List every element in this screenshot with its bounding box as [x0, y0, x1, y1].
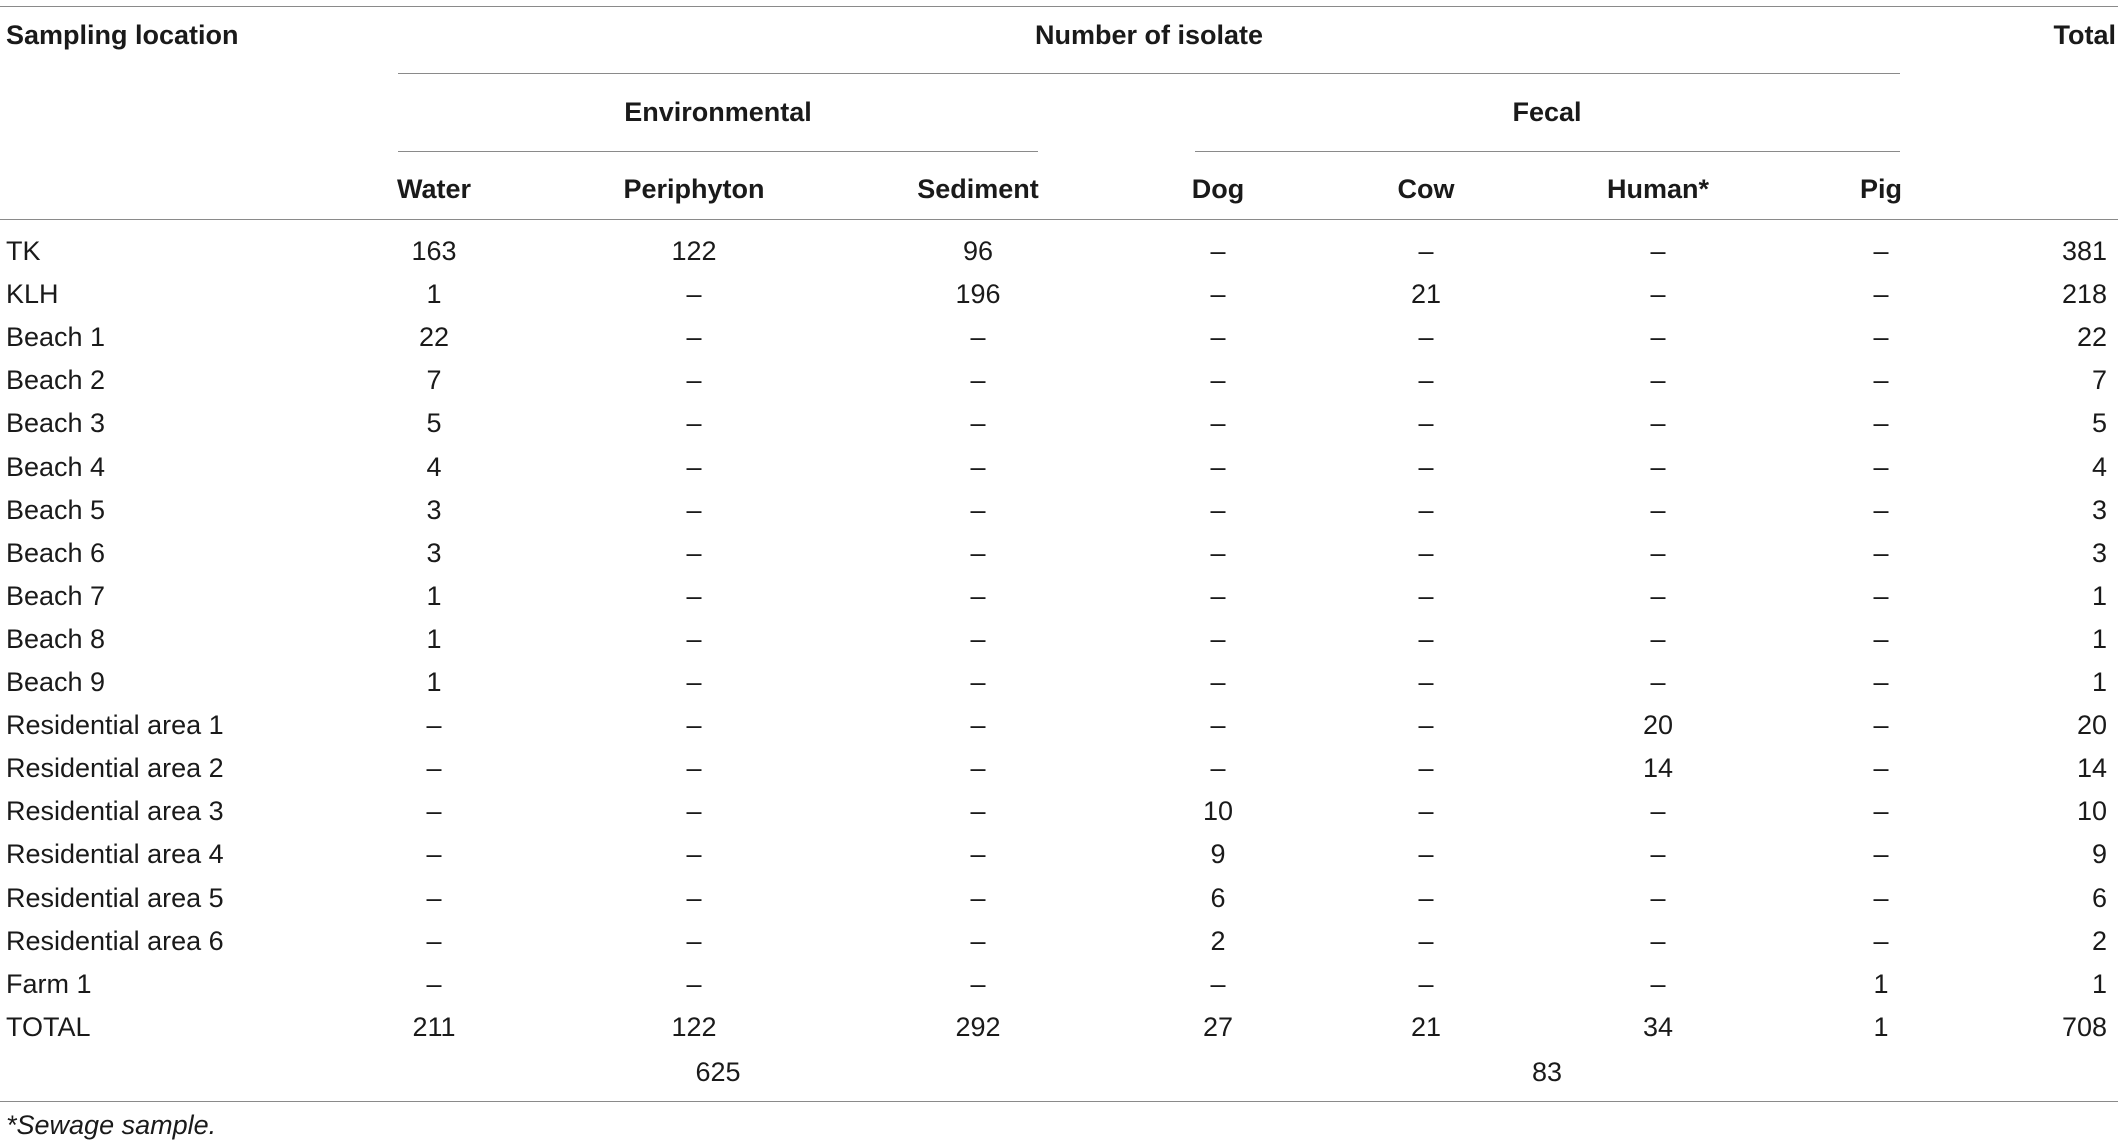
value-cell: – — [1210, 753, 1226, 784]
value-cell: – — [1418, 236, 1434, 266]
value-cell: – — [1418, 322, 1434, 353]
value-cell: – — [970, 925, 986, 956]
environmental-rule — [398, 151, 1038, 152]
value-cell: 7 — [426, 365, 442, 396]
value-cell: – — [686, 839, 702, 870]
value-cell: – — [686, 408, 702, 439]
location-cell: TK — [6, 236, 41, 266]
value-cell: – — [970, 667, 986, 697]
value-cell: – — [1210, 408, 1226, 439]
column-header: Periphyton — [623, 174, 765, 204]
value-cell: 1 — [1873, 968, 1889, 999]
value-cell: – — [1873, 667, 1889, 697]
value-cell: – — [686, 796, 702, 827]
value-cell: – — [1873, 580, 1889, 611]
value-cell: – — [686, 279, 702, 310]
value-cell: – — [1210, 279, 1226, 310]
value-cell: – — [1650, 279, 1666, 310]
sampling-location-header: Sampling location — [6, 20, 239, 50]
value-cell: – — [1873, 882, 1889, 913]
value-cell: 122 — [671, 1011, 717, 1042]
value-cell: – — [1210, 710, 1226, 741]
location-cell: Beach 6 — [6, 537, 106, 568]
value-cell: – — [970, 408, 986, 439]
value-cell: – — [970, 623, 986, 654]
total-cell: 708 — [2061, 1011, 2107, 1042]
value-cell: – — [970, 710, 986, 741]
value-cell: – — [686, 494, 702, 525]
number-of-isolate-header: Number of isolate — [1034, 20, 1264, 50]
value-cell: 196 — [955, 279, 1001, 310]
value-cell: 1 — [426, 667, 442, 697]
value-cell: – — [1650, 537, 1666, 568]
column-header: Cow — [1397, 174, 1455, 204]
total-cell: 20 — [2076, 710, 2107, 741]
value-cell: – — [1418, 968, 1434, 999]
value-cell: 21 — [1410, 1011, 1442, 1042]
value-cell: – — [1873, 451, 1889, 482]
total-cell: 1 — [2091, 580, 2107, 611]
value-cell: – — [1418, 753, 1434, 784]
value-cell: – — [1650, 322, 1666, 353]
value-cell: – — [1210, 365, 1226, 396]
value-cell: – — [1873, 365, 1889, 396]
value-cell: – — [1873, 236, 1889, 266]
location-cell: Beach 8 — [6, 623, 106, 654]
value-cell: – — [686, 667, 702, 697]
value-cell: – — [1650, 925, 1666, 956]
value-cell: – — [686, 537, 702, 568]
location-cell: Beach 4 — [6, 451, 106, 482]
value-cell: – — [1418, 408, 1434, 439]
value-cell: – — [1873, 925, 1889, 956]
value-cell: – — [686, 882, 702, 913]
total-cell: 10 — [2076, 796, 2107, 827]
value-cell: 20 — [1642, 710, 1674, 741]
total-cell: 1 — [2091, 968, 2107, 999]
value-cell: – — [1210, 322, 1226, 353]
value-cell: – — [426, 710, 442, 741]
value-cell: – — [1873, 710, 1889, 741]
value-cell: – — [970, 451, 986, 482]
value-cell: 1 — [1873, 1011, 1889, 1042]
total-cell: 6 — [2091, 882, 2107, 913]
column-header: Pig — [1859, 174, 1903, 204]
total-cell: 3 — [2091, 537, 2107, 568]
value-cell: 27 — [1202, 1011, 1234, 1042]
value-cell: – — [970, 494, 986, 525]
location-cell: Beach 3 — [6, 408, 106, 439]
total-cell: 3 — [2091, 494, 2107, 525]
location-cell: Residential area 4 — [6, 839, 224, 870]
value-cell: – — [1210, 667, 1226, 697]
location-cell: TOTAL — [6, 1011, 91, 1042]
value-cell: – — [1418, 667, 1434, 697]
total-cell: 22 — [2076, 322, 2107, 353]
bottom-rule — [0, 1101, 2118, 1102]
value-cell: – — [1418, 796, 1434, 827]
value-cell: – — [1873, 796, 1889, 827]
location-cell: KLH — [6, 279, 59, 310]
header-bottom-rule — [0, 219, 2118, 220]
value-cell: – — [970, 322, 986, 353]
total-cell: 9 — [2091, 839, 2107, 870]
value-cell: – — [1873, 623, 1889, 654]
value-cell: – — [1210, 494, 1226, 525]
value-cell: – — [1873, 537, 1889, 568]
value-cell: – — [686, 451, 702, 482]
value-cell: – — [1210, 580, 1226, 611]
value-cell: – — [686, 753, 702, 784]
value-cell: – — [426, 882, 442, 913]
location-cell: Residential area 1 — [6, 710, 224, 741]
value-cell: – — [1210, 451, 1226, 482]
value-cell: – — [1650, 408, 1666, 439]
value-cell: 3 — [426, 537, 442, 568]
total-cell: 14 — [2076, 753, 2107, 784]
value-cell: – — [1650, 796, 1666, 827]
value-cell: 1 — [426, 279, 442, 310]
value-cell: – — [1418, 580, 1434, 611]
value-cell: – — [426, 925, 442, 956]
value-cell: 22 — [418, 322, 450, 353]
value-cell: – — [426, 796, 442, 827]
location-cell: Residential area 5 — [6, 882, 224, 913]
value-cell: 122 — [671, 236, 717, 266]
value-cell: 5 — [426, 408, 442, 439]
value-cell: 34 — [1642, 1011, 1674, 1042]
value-cell: – — [1210, 968, 1226, 999]
top-rule — [0, 6, 2118, 7]
value-cell: – — [1418, 882, 1434, 913]
value-cell: – — [1418, 451, 1434, 482]
location-cell: Beach 5 — [6, 494, 106, 525]
footnote: *Sewage sample. — [6, 1110, 217, 1140]
value-cell: 21 — [1410, 279, 1442, 310]
fecal-rule — [1195, 151, 1900, 152]
value-cell: – — [1418, 623, 1434, 654]
column-header: Human* — [1606, 174, 1710, 204]
fecal-subtotal: 83 — [1531, 1057, 1563, 1087]
value-cell: – — [1873, 839, 1889, 870]
fecal-header: Fecal — [1512, 97, 1582, 127]
number-of-isolate-rule — [398, 73, 1900, 74]
total-cell: 5 — [2091, 408, 2107, 439]
value-cell: – — [1650, 451, 1666, 482]
value-cell: – — [686, 710, 702, 741]
value-cell: – — [970, 796, 986, 827]
total-cell: 1 — [2091, 623, 2107, 654]
value-cell: – — [1650, 494, 1666, 525]
value-cell: – — [1873, 322, 1889, 353]
environmental-header: Environmental — [624, 97, 812, 127]
value-cell: – — [1210, 623, 1226, 654]
value-cell: – — [1418, 839, 1434, 870]
value-cell: – — [1873, 408, 1889, 439]
value-cell: 6 — [1210, 882, 1226, 913]
value-cell: 10 — [1202, 796, 1234, 827]
value-cell: – — [426, 968, 442, 999]
total-cell: 2 — [2091, 925, 2107, 956]
value-cell: – — [1418, 365, 1434, 396]
location-cell: Residential area 6 — [6, 925, 224, 956]
location-cell: Beach 9 — [6, 667, 106, 697]
value-cell: – — [1873, 494, 1889, 525]
value-cell: – — [1418, 925, 1434, 956]
value-cell: – — [1418, 494, 1434, 525]
value-cell: – — [1418, 537, 1434, 568]
value-cell: – — [970, 882, 986, 913]
value-cell: – — [686, 968, 702, 999]
value-cell: 1 — [426, 580, 442, 611]
value-cell: – — [426, 839, 442, 870]
total-header: Total — [2053, 20, 2116, 50]
value-cell: – — [1873, 753, 1889, 784]
value-cell: – — [1650, 667, 1666, 697]
value-cell: 292 — [955, 1011, 1001, 1042]
location-cell: Residential area 3 — [6, 796, 224, 827]
value-cell: 1 — [426, 623, 442, 654]
value-cell: 2 — [1210, 925, 1226, 956]
value-cell: 96 — [962, 236, 994, 266]
value-cell: – — [970, 580, 986, 611]
value-cell: 3 — [426, 494, 442, 525]
value-cell: 4 — [426, 451, 442, 482]
value-cell: – — [970, 753, 986, 784]
value-cell: – — [1650, 580, 1666, 611]
value-cell: – — [686, 322, 702, 353]
value-cell: – — [970, 839, 986, 870]
total-cell: 381 — [2061, 236, 2107, 266]
value-cell: – — [970, 968, 986, 999]
value-cell: – — [1210, 537, 1226, 568]
value-cell: 211 — [412, 1011, 456, 1042]
value-cell: 163 — [411, 236, 457, 266]
location-cell: Residential area 2 — [6, 753, 224, 784]
environmental-subtotal: 625 — [695, 1057, 741, 1087]
value-cell: – — [970, 365, 986, 396]
value-cell: – — [970, 537, 986, 568]
column-header: Sediment — [917, 174, 1039, 204]
location-cell: Beach 2 — [6, 365, 106, 396]
value-cell: – — [686, 580, 702, 611]
location-cell: Beach 1 — [6, 322, 106, 353]
location-cell: Farm 1 — [6, 968, 92, 999]
total-cell: 1 — [2091, 667, 2107, 697]
value-cell: – — [1873, 279, 1889, 310]
total-cell: 7 — [2091, 365, 2107, 396]
value-cell: – — [686, 365, 702, 396]
value-cell: – — [686, 925, 702, 956]
total-cell: 4 — [2091, 451, 2107, 482]
column-header: Dog — [1191, 174, 1245, 204]
value-cell: – — [686, 623, 702, 654]
value-cell: – — [1650, 236, 1666, 266]
value-cell: – — [1650, 365, 1666, 396]
value-cell: – — [1210, 236, 1226, 266]
total-cell: 218 — [2061, 279, 2107, 310]
value-cell: 9 — [1210, 839, 1226, 870]
value-cell: – — [1650, 623, 1666, 654]
value-cell: – — [1650, 882, 1666, 913]
value-cell: 14 — [1642, 753, 1674, 784]
value-cell: – — [1650, 839, 1666, 870]
value-cell: – — [426, 753, 442, 784]
value-cell: – — [1418, 710, 1434, 741]
value-cell: – — [1650, 968, 1666, 999]
column-header: Water — [396, 174, 472, 204]
location-cell: Beach 7 — [6, 580, 106, 611]
